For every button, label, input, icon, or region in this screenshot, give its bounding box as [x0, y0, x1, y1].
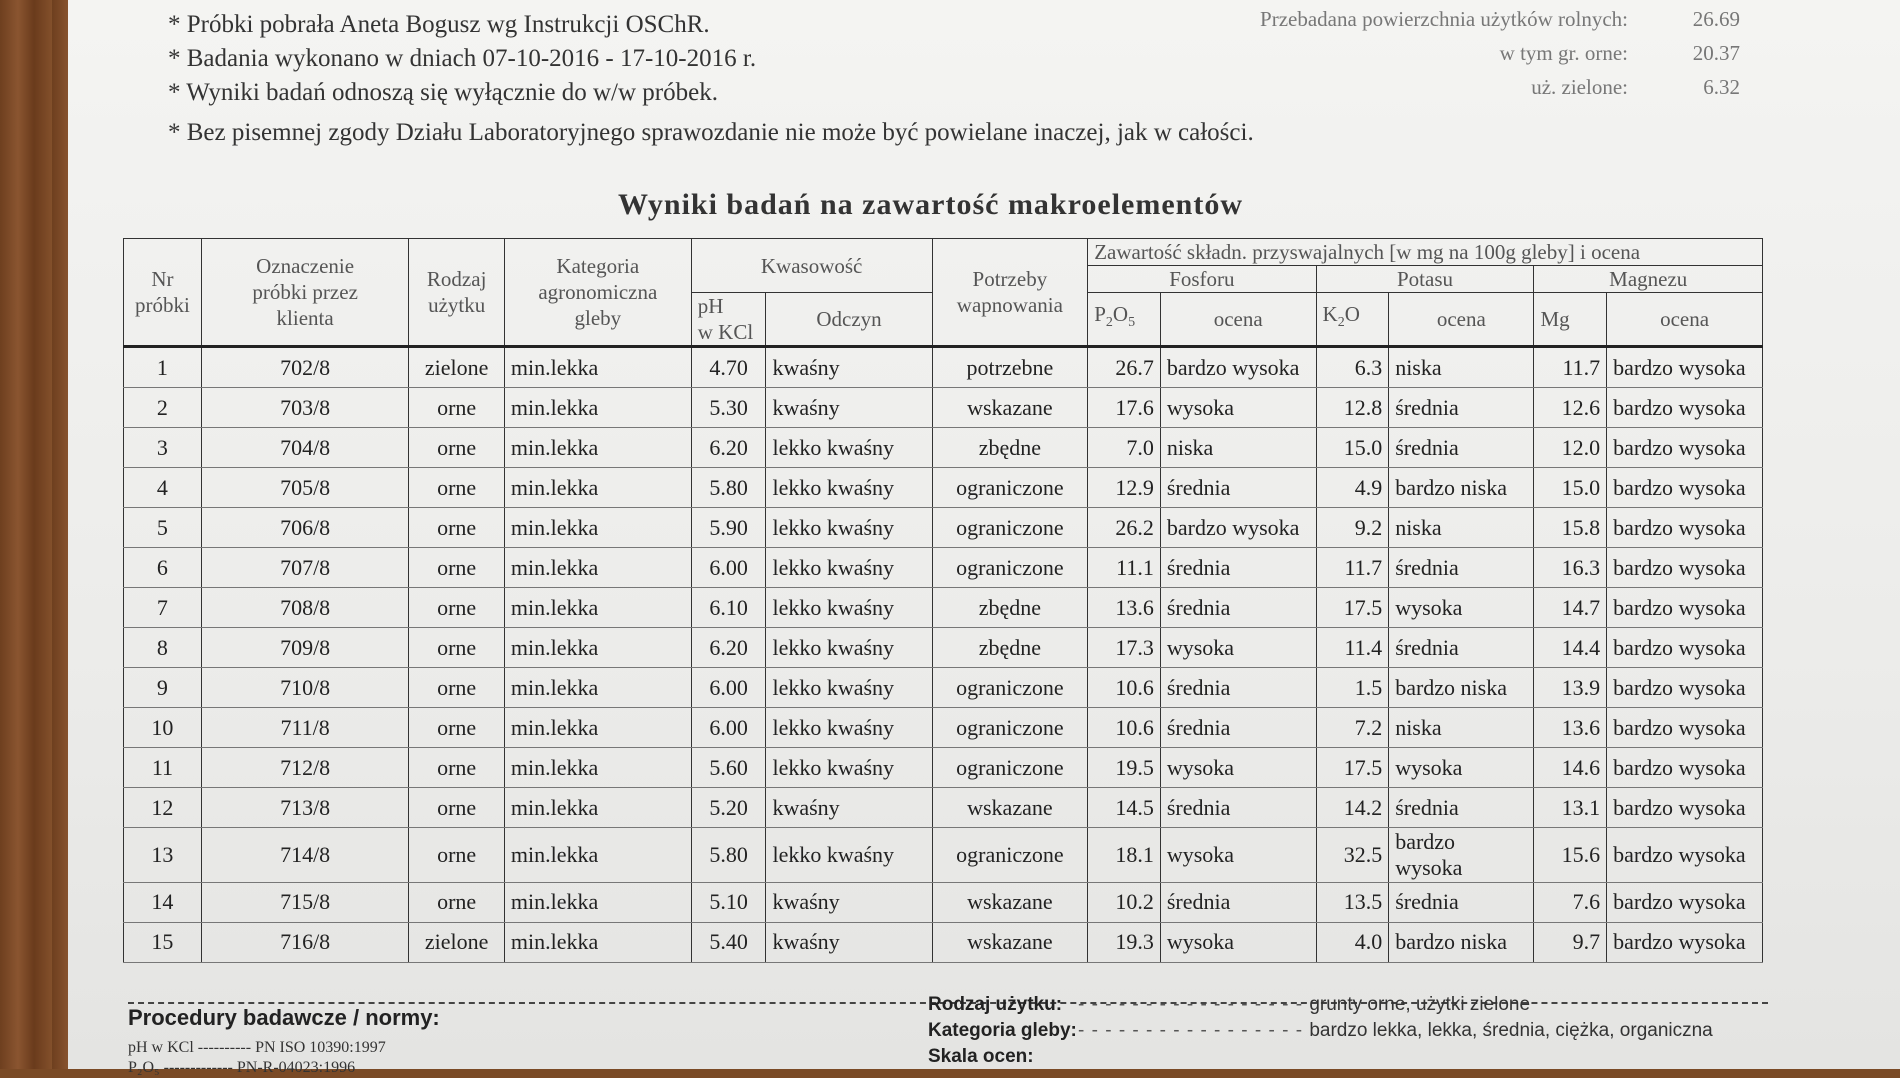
cell-k2o-value: 1.5: [1316, 668, 1389, 708]
cell-k2o-value: 17.5: [1316, 748, 1389, 788]
cell-p-rating: niska: [1160, 428, 1316, 468]
cell-k-rating: niska: [1389, 347, 1534, 388]
report-page: [68, 0, 1900, 1076]
cell-liming-need: zbędne: [932, 428, 1088, 468]
cell-soil-category: min.lekka: [504, 788, 691, 828]
table-row: [124, 882, 1763, 922]
cell-p-rating: średnia: [1160, 548, 1316, 588]
cell-ph-value: 6.10: [691, 588, 766, 628]
cell-p-rating: wysoka: [1160, 748, 1316, 788]
cell-reaction: lekko kwaśny: [766, 548, 932, 588]
cell-p2o5-value: 13.6: [1088, 588, 1161, 628]
cell-p2o5-value: 11.1: [1088, 548, 1161, 588]
cell-liming-need: ograniczone: [932, 828, 1088, 882]
header-rating-k: ocena: [1389, 293, 1534, 347]
legend: [928, 992, 1713, 1070]
area-label: uż. zielone:: [1531, 75, 1628, 99]
cell-mg-rating: bardzo wysoka: [1607, 708, 1763, 748]
cell-liming-need: ograniczone: [932, 748, 1088, 788]
cell-reaction: lekko kwaśny: [766, 468, 932, 508]
legend-dashes: - - - - - - - - - - - - - - - - -: [1078, 994, 1310, 1015]
cell-client-mark: 709/8: [201, 628, 409, 668]
cell-soil-category: min.lekka: [504, 628, 691, 668]
table-row: [124, 788, 1763, 828]
cell-use-type: orne: [409, 508, 504, 548]
legend-key: Rodzaj użytku:: [928, 994, 1063, 1015]
cell-use-type: orne: [409, 668, 504, 708]
table-row: [124, 428, 1763, 468]
cell-soil-category: min.lekka: [504, 882, 691, 922]
cell-use-type: orne: [409, 468, 504, 508]
cell-soil-category: min.lekka: [504, 708, 691, 748]
cell-p2o5-value: 26.7: [1088, 347, 1161, 388]
cell-mg-rating: bardzo wysoka: [1607, 588, 1763, 628]
cell-sample-number: 14: [124, 882, 202, 922]
cell-ph-value: 5.10: [691, 882, 766, 922]
cell-k2o-value: 9.2: [1316, 508, 1389, 548]
cell-liming-need: zbędne: [932, 588, 1088, 628]
cell-mg-value: 12.0: [1534, 428, 1607, 468]
cell-mg-rating: bardzo wysoka: [1607, 548, 1763, 588]
header-rating-mg: ocena: [1607, 293, 1763, 347]
cell-k-rating: wysoka: [1389, 748, 1534, 788]
cell-use-type: orne: [409, 548, 504, 588]
cell-k-rating: średnia: [1389, 628, 1534, 668]
cell-p2o5-value: 26.2: [1088, 508, 1161, 548]
cell-client-mark: 702/8: [201, 347, 409, 388]
cell-mg-rating: bardzo wysoka: [1607, 347, 1763, 388]
cell-p-rating: wysoka: [1160, 922, 1316, 962]
cell-p-rating: wysoka: [1160, 628, 1316, 668]
report-notes: [168, 8, 1254, 150]
cell-liming-need: ograniczone: [932, 468, 1088, 508]
cell-p2o5-value: 12.9: [1088, 468, 1161, 508]
cell-k-rating: średnia: [1389, 388, 1534, 428]
cell-k-rating: niska: [1389, 708, 1534, 748]
note-line: * Wyniki badań odnoszą się wyłącznie do w/w próbek.: [168, 79, 718, 106]
cell-k-rating: wysoka: [1389, 588, 1534, 628]
cell-use-type: orne: [409, 588, 504, 628]
cell-reaction: kwaśny: [766, 788, 932, 828]
cell-p-rating: średnia: [1160, 788, 1316, 828]
cell-liming-need: ograniczone: [932, 548, 1088, 588]
cell-soil-category: min.lekka: [504, 828, 691, 882]
table-row: [124, 748, 1763, 788]
results-table: [123, 238, 1763, 963]
cell-k-rating: bardzo niska: [1389, 922, 1534, 962]
header-magnesium: Magnezu: [1534, 266, 1763, 293]
cell-sample-number: 5: [124, 508, 202, 548]
cell-ph-value: 5.30: [691, 388, 766, 428]
cell-mg-value: 11.7: [1534, 347, 1607, 388]
cell-sample-number: 10: [124, 708, 202, 748]
cell-mg-value: 14.6: [1534, 748, 1607, 788]
cell-p2o5-value: 17.3: [1088, 628, 1161, 668]
cell-p-rating: średnia: [1160, 882, 1316, 922]
cell-liming-need: wskazane: [932, 788, 1088, 828]
cell-k2o-value: 7.2: [1316, 708, 1389, 748]
cell-client-mark: 703/8: [201, 388, 409, 428]
cell-p2o5-value: 19.5: [1088, 748, 1161, 788]
cell-soil-category: min.lekka: [504, 388, 691, 428]
cell-use-type: orne: [409, 708, 504, 748]
cell-k2o-value: 11.7: [1316, 548, 1389, 588]
cell-ph-value: 5.90: [691, 508, 766, 548]
cell-reaction: lekko kwaśny: [766, 508, 932, 548]
cell-sample-number: 11: [124, 748, 202, 788]
cell-soil-category: min.lekka: [504, 668, 691, 708]
cell-mg-rating: bardzo wysoka: [1607, 668, 1763, 708]
cell-reaction: kwaśny: [766, 882, 932, 922]
procedure-line: P₂O₅ ------------- PN-R-04023:1996: [128, 1059, 356, 1076]
cell-soil-category: min.lekka: [504, 347, 691, 388]
cell-p-rating: bardzo wysoka: [1160, 508, 1316, 548]
legend-key: Skala ocen:: [928, 1046, 1034, 1067]
cell-k2o-value: 4.0: [1316, 922, 1389, 962]
cell-use-type: orne: [409, 428, 504, 468]
cell-mg-value: 13.6: [1534, 708, 1607, 748]
cell-k2o-value: 11.4: [1316, 628, 1389, 668]
cell-ph-value: 5.20: [691, 788, 766, 828]
cell-sample-number: 15: [124, 922, 202, 962]
cell-mg-value: 9.7: [1534, 922, 1607, 962]
cell-use-type: orne: [409, 788, 504, 828]
procedure-line: pH w KCl ---------- PN ISO 10390:1997: [128, 1039, 386, 1056]
cell-client-mark: 710/8: [201, 668, 409, 708]
cell-mg-value: 15.6: [1534, 828, 1607, 882]
cell-sample-number: 2: [124, 388, 202, 428]
header-soil-category: Kategoria agronomiczna gleby: [504, 239, 691, 347]
table-row: [124, 468, 1763, 508]
header-ph: pH w KCl: [691, 293, 766, 347]
cell-p-rating: wysoka: [1160, 388, 1316, 428]
header-use-type: Rodzaj użytku: [409, 239, 504, 347]
cell-p2o5-value: 10.6: [1088, 708, 1161, 748]
cell-reaction: lekko kwaśny: [766, 828, 932, 882]
cell-liming-need: ograniczone: [932, 668, 1088, 708]
cell-k2o-value: 4.9: [1316, 468, 1389, 508]
cell-k2o-value: 13.5: [1316, 882, 1389, 922]
cell-k-rating: bardzo wysoka: [1389, 828, 1534, 882]
cell-sample-number: 13: [124, 828, 202, 882]
cell-client-mark: 705/8: [201, 468, 409, 508]
cell-sample-number: 1: [124, 347, 202, 388]
cell-p-rating: średnia: [1160, 668, 1316, 708]
cell-k-rating: średnia: [1389, 788, 1534, 828]
cell-mg-rating: bardzo wysoka: [1607, 468, 1763, 508]
cell-mg-value: 15.8: [1534, 508, 1607, 548]
cell-use-type: orne: [409, 748, 504, 788]
note-line: * Badania wykonano w dniach 07-10-2016 - 17-10-2016 r.: [168, 45, 757, 72]
cell-soil-category: min.lekka: [504, 548, 691, 588]
cell-k2o-value: 14.2: [1316, 788, 1389, 828]
cell-client-mark: 712/8: [201, 748, 409, 788]
cell-client-mark: 704/8: [201, 428, 409, 468]
cell-sample-number: 7: [124, 588, 202, 628]
cell-k-rating: bardzo niska: [1389, 468, 1534, 508]
area-value: 26.69: [1692, 7, 1740, 31]
cell-k2o-value: 6.3: [1316, 347, 1389, 388]
cell-ph-value: 6.20: [691, 428, 766, 468]
procedures-heading: Procedury badawcze / normy:: [128, 1005, 440, 1030]
cell-sample-number: 4: [124, 468, 202, 508]
cell-mg-rating: bardzo wysoka: [1607, 428, 1763, 468]
cell-ph-value: 6.00: [691, 708, 766, 748]
cell-soil-category: min.lekka: [504, 428, 691, 468]
cell-client-mark: 706/8: [201, 508, 409, 548]
cell-client-mark: 715/8: [201, 882, 409, 922]
procedures-list: [128, 1038, 386, 1078]
cell-mg-value: 12.6: [1534, 388, 1607, 428]
cell-mg-rating: bardzo wysoka: [1607, 828, 1763, 882]
surveyed-area: [1260, 2, 1740, 104]
table-row: [124, 347, 1763, 388]
cell-mg-rating: bardzo wysoka: [1607, 628, 1763, 668]
cell-p-rating: wysoka: [1160, 828, 1316, 882]
table-title: Wyniki badań na zawartość makroelementów: [618, 188, 1243, 221]
cell-mg-value: 15.0: [1534, 468, 1607, 508]
cell-p-rating: bardzo wysoka: [1160, 347, 1316, 388]
note-line: * Próbki pobrała Aneta Bogusz wg Instrukcji OSChR.: [168, 11, 710, 38]
cell-sample-number: 8: [124, 628, 202, 668]
legend-value: grunty orne, użytki zielone: [1309, 994, 1531, 1015]
cell-soil-category: min.lekka: [504, 922, 691, 962]
cell-p-rating: średnia: [1160, 468, 1316, 508]
area-label: Przebadana powierzchnia użytków rolnych:: [1260, 7, 1628, 31]
cell-reaction: kwaśny: [766, 388, 932, 428]
cell-p-rating: średnia: [1160, 708, 1316, 748]
table-row: [124, 588, 1763, 628]
cell-reaction: lekko kwaśny: [766, 748, 932, 788]
cell-p2o5-value: 10.2: [1088, 882, 1161, 922]
header-client-mark: Oznaczenie próbki przez klienta: [201, 239, 409, 347]
cell-liming-need: potrzebne: [932, 347, 1088, 388]
cell-p2o5-value: 14.5: [1088, 788, 1161, 828]
cell-k2o-value: 15.0: [1316, 428, 1389, 468]
cell-liming-need: ograniczone: [932, 508, 1088, 548]
cell-use-type: zielone: [409, 347, 504, 388]
legend-key: Kategoria gleby:: [928, 1020, 1077, 1041]
cell-mg-rating: bardzo wysoka: [1607, 788, 1763, 828]
area-label: w tym gr. orne:: [1499, 41, 1628, 65]
cell-sample-number: 12: [124, 788, 202, 828]
cell-use-type: orne: [409, 388, 504, 428]
table-row: [124, 388, 1763, 428]
cell-client-mark: 714/8: [201, 828, 409, 882]
cell-client-mark: 716/8: [201, 922, 409, 962]
cell-soil-category: min.lekka: [504, 748, 691, 788]
cell-k-rating: średnia: [1389, 882, 1534, 922]
cell-client-mark: 708/8: [201, 588, 409, 628]
cell-use-type: orne: [409, 882, 504, 922]
cell-reaction: lekko kwaśny: [766, 588, 932, 628]
cell-mg-value: 13.9: [1534, 668, 1607, 708]
cell-ph-value: 5.60: [691, 748, 766, 788]
cell-mg-rating: bardzo wysoka: [1607, 882, 1763, 922]
cell-p2o5-value: 10.6: [1088, 668, 1161, 708]
cell-p2o5-value: 18.1: [1088, 828, 1161, 882]
cell-k-rating: średnia: [1389, 428, 1534, 468]
cell-reaction: lekko kwaśny: [766, 708, 932, 748]
note-line: * Bez pisemnej zgody Działu Laboratoryjnego sprawozdanie nie może być powielane inaczej, jak w całości.: [168, 119, 1254, 146]
cell-liming-need: wskazane: [932, 882, 1088, 922]
cell-reaction: lekko kwaśny: [766, 628, 932, 668]
cell-reaction: kwaśny: [766, 922, 932, 962]
cell-use-type: zielone: [409, 922, 504, 962]
legend-dashes: - - - - - - - - - - - - - - - - -: [1078, 1020, 1310, 1041]
cell-mg-value: 16.3: [1534, 548, 1607, 588]
table-row: [124, 708, 1763, 748]
cell-ph-value: 6.00: [691, 548, 766, 588]
cell-ph-value: 5.80: [691, 828, 766, 882]
cell-k2o-value: 32.5: [1316, 828, 1389, 882]
area-value: 6.32: [1703, 75, 1740, 99]
cell-mg-rating: bardzo wysoka: [1607, 508, 1763, 548]
cell-sample-number: 9: [124, 668, 202, 708]
cell-client-mark: 713/8: [201, 788, 409, 828]
cell-use-type: orne: [409, 628, 504, 668]
cell-reaction: lekko kwaśny: [766, 428, 932, 468]
cell-sample-number: 6: [124, 548, 202, 588]
table-row: [124, 628, 1763, 668]
cell-liming-need: wskazane: [932, 922, 1088, 962]
cell-mg-rating: bardzo wysoka: [1607, 388, 1763, 428]
cell-liming-need: zbędne: [932, 628, 1088, 668]
cell-p2o5-value: 7.0: [1088, 428, 1161, 468]
cell-soil-category: min.lekka: [504, 468, 691, 508]
cell-sample-number: 3: [124, 428, 202, 468]
cell-client-mark: 707/8: [201, 548, 409, 588]
header-potassium: Potasu: [1316, 266, 1534, 293]
cell-mg-rating: bardzo wysoka: [1607, 748, 1763, 788]
cell-soil-category: min.lekka: [504, 508, 691, 548]
cell-use-type: orne: [409, 828, 504, 882]
cell-mg-value: 13.1: [1534, 788, 1607, 828]
header-acidity: Kwasowość: [691, 239, 932, 293]
cell-k-rating: bardzo niska: [1389, 668, 1534, 708]
cell-p2o5-value: 17.6: [1088, 388, 1161, 428]
cell-ph-value: 5.40: [691, 922, 766, 962]
cell-mg-rating: bardzo wysoka: [1607, 922, 1763, 962]
cell-client-mark: 711/8: [201, 708, 409, 748]
cell-mg-value: 7.6: [1534, 882, 1607, 922]
header-liming-needs: Potrzeby wapnowania: [932, 239, 1088, 347]
table-row: [124, 548, 1763, 588]
legend-value: bardzo lekka, lekka, średnia, ciężka, organiczna: [1309, 1020, 1713, 1041]
header-mg: Mg: [1534, 293, 1607, 347]
cell-k2o-value: 12.8: [1316, 388, 1389, 428]
cell-liming-need: wskazane: [932, 388, 1088, 428]
cell-ph-value: 5.80: [691, 468, 766, 508]
cell-ph-value: 6.00: [691, 668, 766, 708]
cell-k-rating: niska: [1389, 508, 1534, 548]
table-row: [124, 508, 1763, 548]
cell-reaction: lekko kwaśny: [766, 668, 932, 708]
header-phosphorus: Fosforu: [1088, 266, 1316, 293]
cell-p-rating: średnia: [1160, 588, 1316, 628]
table-row: [124, 922, 1763, 962]
table-row: [124, 828, 1763, 882]
table-row: [124, 668, 1763, 708]
header-reaction: Odczyn: [766, 293, 932, 347]
cell-soil-category: min.lekka: [504, 588, 691, 628]
cell-reaction: kwaśny: [766, 347, 932, 388]
cell-mg-value: 14.4: [1534, 628, 1607, 668]
cell-k-rating: średnia: [1389, 548, 1534, 588]
cell-liming-need: ograniczone: [932, 708, 1088, 748]
header-nutrient-content: Zawartość składn. przyswajalnych [w mg na 100g gleby] i ocena: [1088, 239, 1763, 266]
cell-mg-value: 14.7: [1534, 588, 1607, 628]
cell-p2o5-value: 19.3: [1088, 922, 1161, 962]
cell-k2o-value: 17.5: [1316, 588, 1389, 628]
header-sample-number: Nr próbki: [124, 239, 202, 347]
cell-ph-value: 4.70: [691, 347, 766, 388]
header-rating-p: ocena: [1160, 293, 1316, 347]
cell-ph-value: 6.20: [691, 628, 766, 668]
header-p2o5: $P_2O_5$: [1088, 293, 1161, 347]
area-value: 20.37: [1692, 41, 1740, 65]
header-k2o: $K_2O$: [1316, 293, 1389, 347]
